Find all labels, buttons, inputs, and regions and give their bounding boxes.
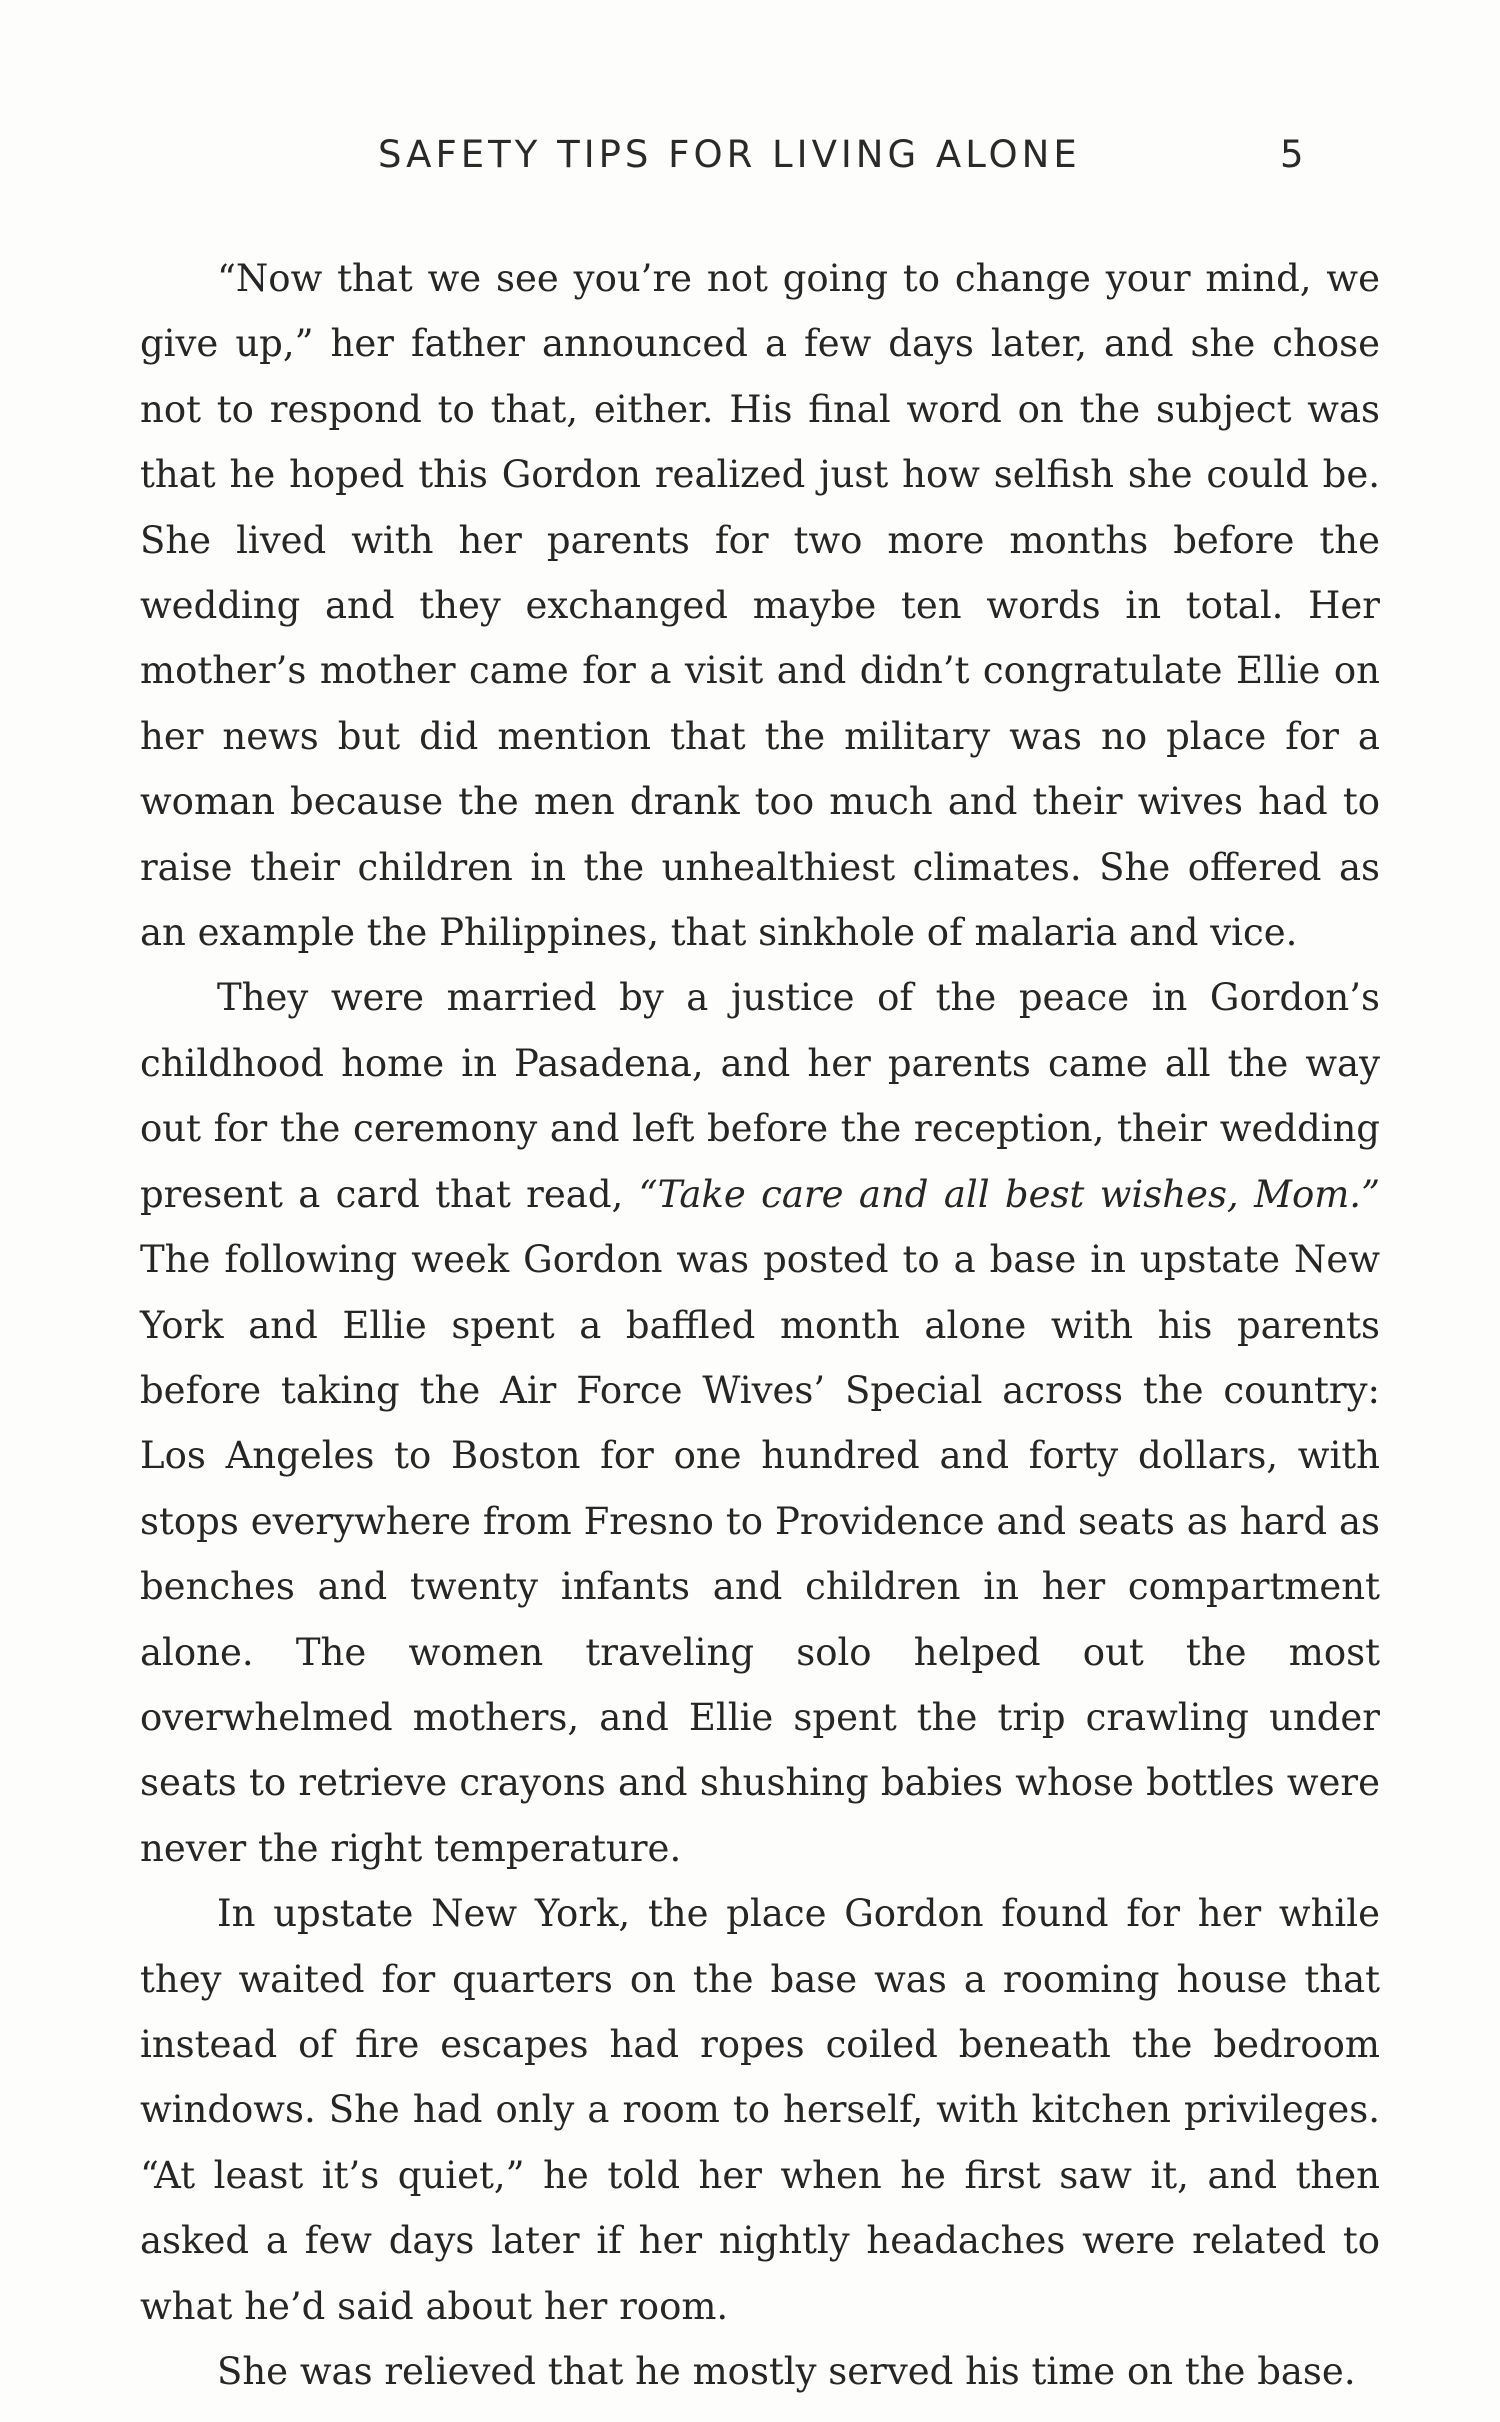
paragraph-2 [140, 965, 1380, 1881]
paragraph-4: She was relieved that he mostly served his time on the base. [217, 2350, 1356, 2393]
paragraph-2-text-before: They were married by a justice of the peace in Gordon’s childhood home in Pasadena, and her parents came all the way out for the ceremony and left before the reception, their wedding present a card that read, [140, 976, 1380, 1216]
paragraph-3: In upstate New York, the place Gordon found for her while they waited for quarters on the base was a rooming house that instead of fire escapes had ropes coiled beneath the bedroom windows. She had only a room to herself, with kitchen privileges. “At least it’s quiet,” he told her when he first saw it, and then asked a few days later if her nightly headaches were related to what he’d said about her room. [140, 1892, 1380, 2328]
running-header [140, 130, 1380, 180]
body-text [140, 246, 1380, 2404]
running-title: SAFETY TIPS FOR LIVING ALONE [378, 133, 1081, 176]
paragraph-1: “Now that we see you’re not going to change your mind, we give up,” her father announced a few days later, and she chose not to respond to that, either. His final word on the subject was that he hoped this Gordon realized just how selfish she could be. She lived with her parents for two more months before the wedding and they exchanged maybe ten words in total. Her mother’s mother came for a visit and didn’t congratulate Ellie on her news but did mention that the military was no place for a woman because the men drank too much and their wives had to raise their children in the unhealthiest climates. She offered as an example the Philippines, that sinkhole of malaria and vice. [140, 257, 1380, 955]
card-message-quote: “Take care and all best wishes, Mom.” [638, 1172, 1380, 1216]
page-number: 5 [1280, 133, 1304, 176]
paragraph-2-text-after: The following week Gordon was posted to a base in upstate New York and Ellie spent a baffled month alone with his parents before taking the Air Force Wives’ Special across the country: Los Angeles to Boston for one hundred and forty dollars, with stops everywhere from Fresno to Providence and seats as hard as benches and twenty infants and children in her compartment alone. The women traveling solo helped out the most overwhelmed mothers, and Ellie spent the trip crawling under seats to retrieve crayons and shushing babies whose bottles were never the right temperature. [140, 1238, 1380, 1870]
